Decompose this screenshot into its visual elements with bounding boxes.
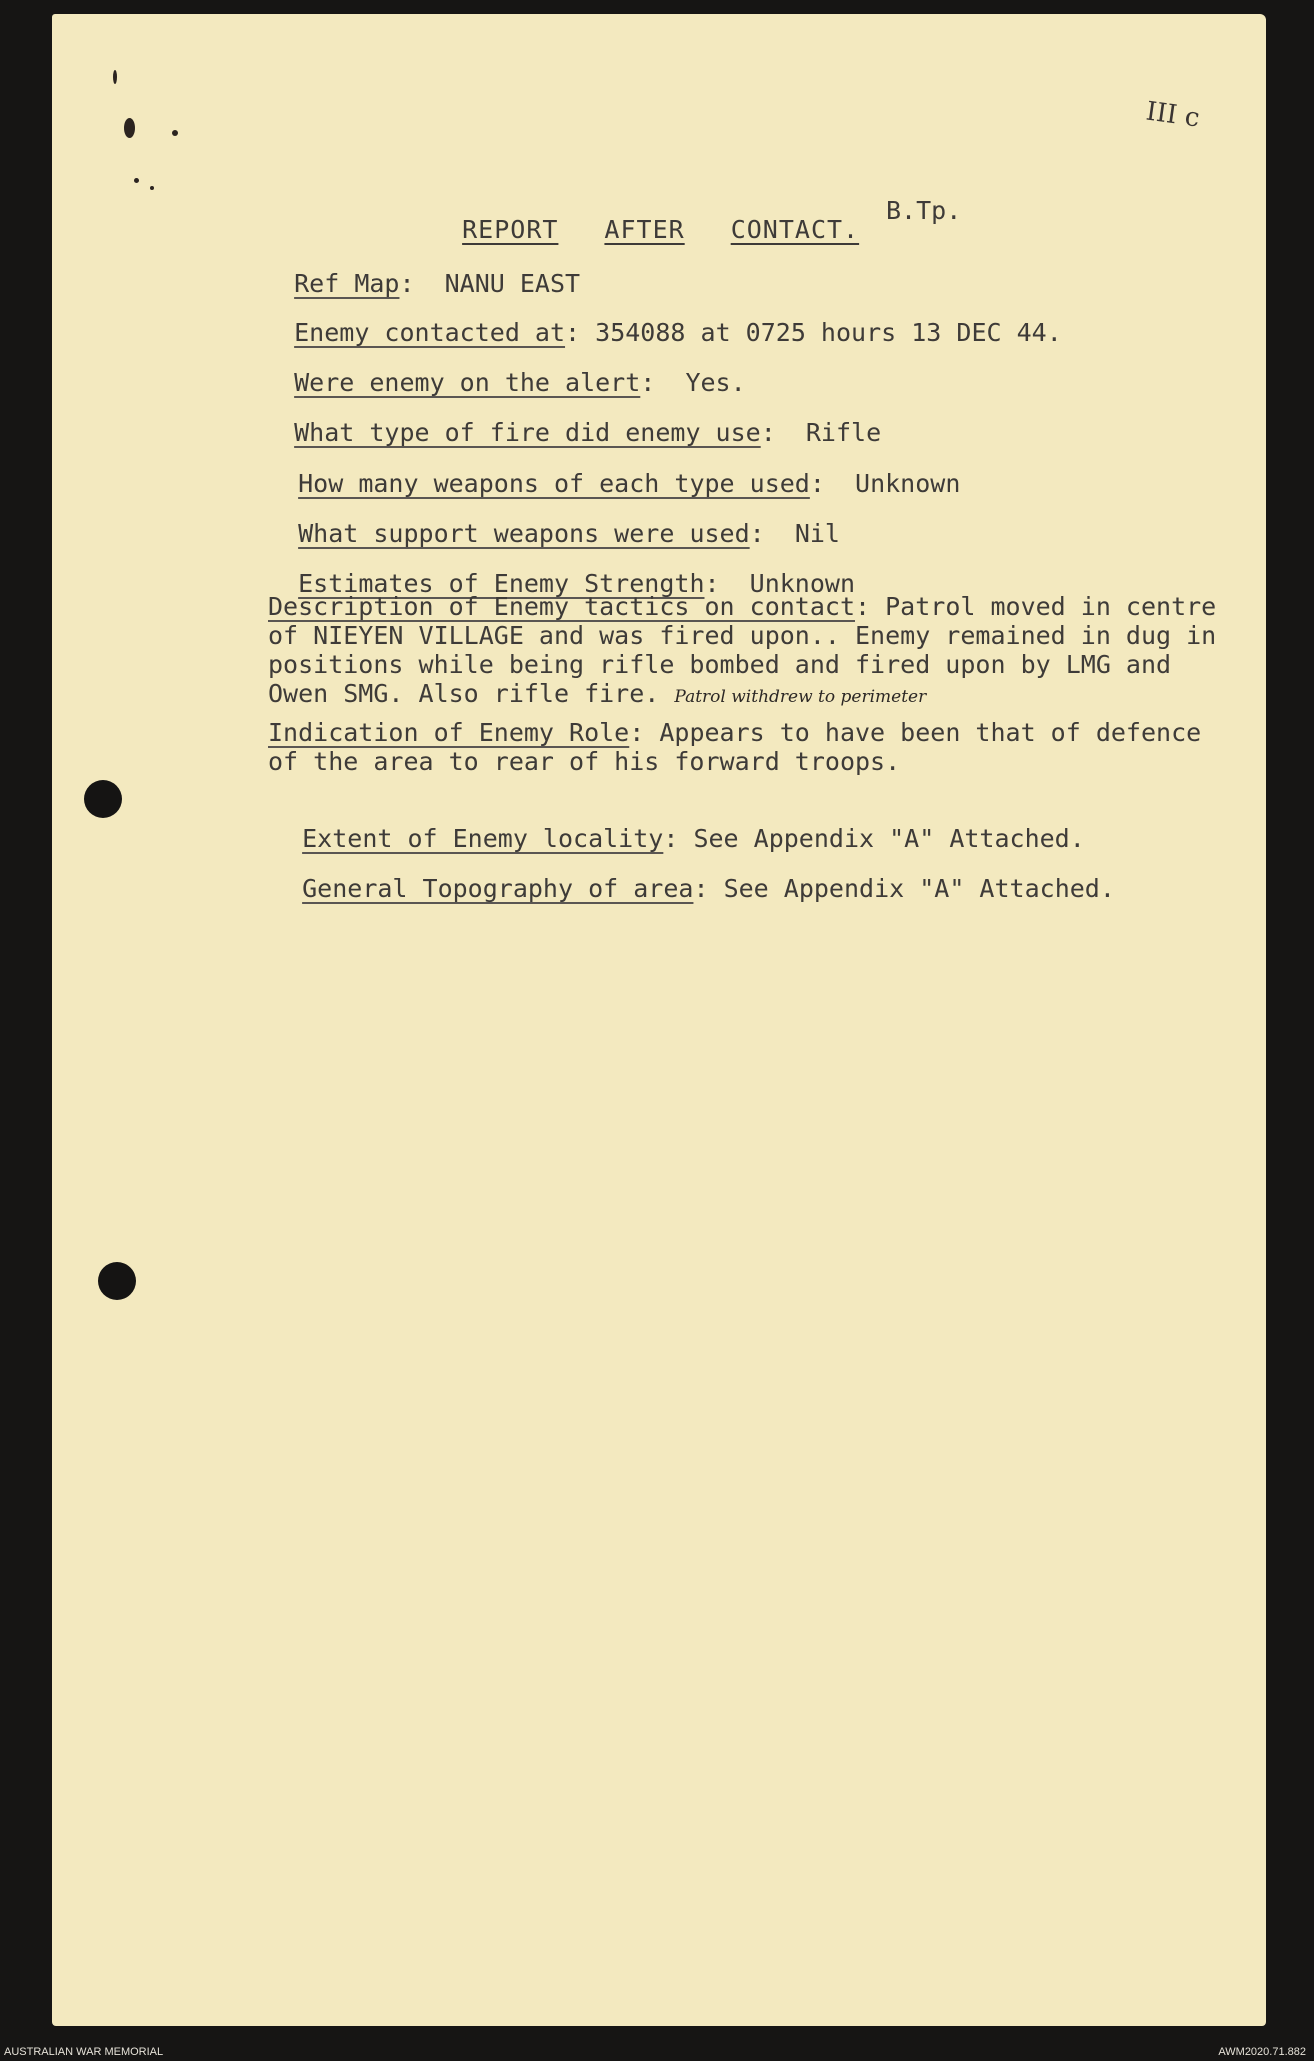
field-label: Were enemy on the alert (294, 368, 641, 397)
field-value: Patrol moved in centre of NIEYEN VILLAGE and was fired upon.. Enemy remained in dug in positions while being rifle bombed and fired upon by LMG and Owen SMG. Also rifle fire. (268, 592, 1217, 708)
field-value: Rifle (805, 418, 882, 447)
field-label: Extent of Enemy locality (302, 824, 664, 853)
field-label: Enemy contacted at (294, 318, 566, 347)
description-paragraph: Description of Enemy tactics on contact: Patrol moved in centre of NIEYEN VILLAGE and was fired upon.. Enemy remained in dug in positions while being rifle bombed and fired upon by LMG and Owen SMG. Also rifle fire. Patrol withdrew to perimeter (268, 592, 1217, 708)
field-value: Nil (794, 519, 840, 548)
indication-paragraph: Indication of Enemy Role: Appears to have been that of defence of the area to rear of his forward troops. (268, 718, 1202, 776)
field-row: What type of fire did enemy use: Rifle (294, 418, 882, 447)
handwritten-note: Patrol withdrew to perimeter (674, 687, 927, 707)
field-value: Appears to have been that of defence of the area to rear of his forward troops. (268, 718, 1202, 776)
field-row: Ref Map: NANU EAST (294, 269, 581, 298)
corner-mark: III c (1144, 96, 1202, 134)
title-word: AFTER (604, 215, 685, 244)
field-row: Estimates of Enemy Strength: Unknown (298, 569, 856, 598)
ink-mark (134, 178, 139, 183)
field-row: General Topography of area: See Appendix "A" Attached. (302, 874, 1115, 903)
ink-mark (150, 186, 154, 190)
ink-mark (172, 130, 178, 136)
title-word: CONTACT. (730, 215, 860, 244)
field-label: What type of fire did enemy use (294, 418, 761, 447)
field-row: Extent of Enemy locality: See Appendix "A" Attached. (302, 824, 1085, 853)
field-value: See Appendix "A" Attached. (723, 874, 1115, 903)
field-label: What support weapons were used (298, 519, 750, 548)
field-row: How many weapons of each type used: Unknown (298, 469, 961, 498)
field-row: What support weapons were used: Nil (298, 519, 840, 548)
field-label: Indication of Enemy Role (268, 718, 630, 747)
field-value: Unknown (855, 469, 961, 498)
report-subtitle: B.Tp. (886, 196, 962, 225)
field-value: 354088 at 0725 hours 13 DEC 44. (595, 318, 1062, 347)
field-value: NANU EAST (444, 269, 581, 298)
ink-mark (124, 118, 135, 138)
report-title (430, 186, 859, 244)
field-value: See Appendix "A" Attached. (693, 824, 1085, 853)
field-label: How many weapons of each type used (298, 469, 810, 498)
punch-hole (98, 1262, 136, 1300)
field-row: Enemy contacted at: 354088 at 0725 hours 13 DEC 44. (294, 318, 1062, 347)
ink-mark (113, 70, 117, 84)
footer-institution: AUSTRALIAN WAR MEMORIAL (4, 2046, 164, 2058)
title-word: REPORT (462, 215, 559, 244)
punch-hole (84, 780, 122, 818)
field-value: Yes. (685, 368, 746, 397)
field-label: Estimates of Enemy Strength (298, 569, 705, 598)
field-value: Unknown (749, 569, 856, 598)
field-label: Description of Enemy tactics on contact (268, 592, 855, 621)
field-label: General Topography of area (302, 874, 694, 903)
footer-accession: AWM2020.71.882 (1218, 2046, 1306, 2058)
field-row: Were enemy on the alert: Yes. (294, 368, 746, 397)
field-label: Ref Map (294, 269, 400, 298)
